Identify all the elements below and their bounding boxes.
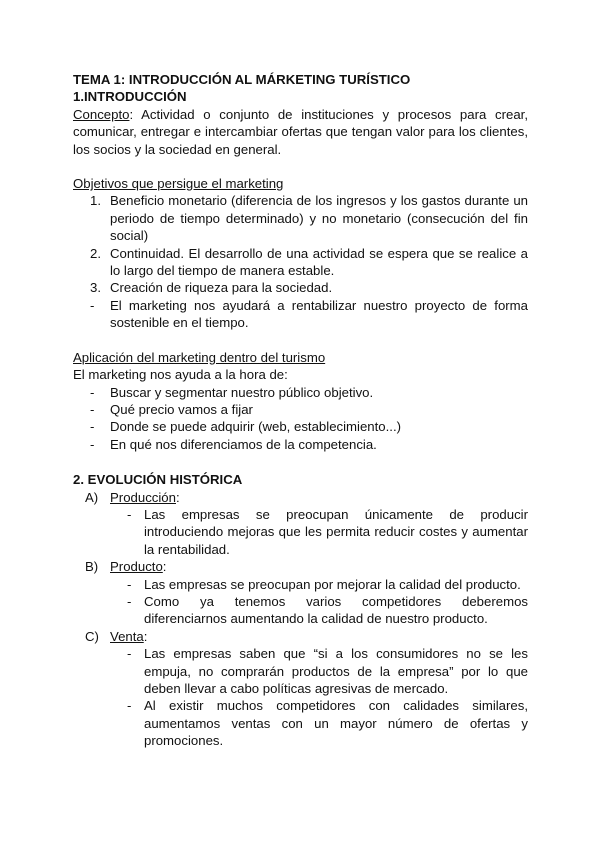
document-title: TEMA 1: INTRODUCCIÓN AL MÁRKETING TURÍSTICO bbox=[73, 72, 411, 87]
list-item-text: Las empresas se preocupan únicamente de producir introduciendo mejoras que les permita reducir costes y aumentar la rentabilidad. bbox=[144, 506, 528, 557]
list-item bbox=[73, 697, 528, 749]
list-item bbox=[73, 645, 528, 697]
list-item-text: Las empresas se preocupan por mejorar la calidad del producto. bbox=[144, 576, 521, 592]
stage-label: Producto bbox=[110, 559, 163, 575]
list-marker: 2. bbox=[90, 245, 101, 261]
concept-paragraph bbox=[73, 106, 528, 158]
stage-marker: B) bbox=[85, 559, 99, 575]
list-item-text: Al existir muchos competidores con calidades similares, aumentamos ventas con un mayor número de ofertas y promociones. bbox=[144, 698, 528, 749]
list-item bbox=[73, 384, 528, 401]
list-item-text: Beneficio monetario (diferencia de los ingresos y los gastos durante un periodo de tiempo determinado) y no monetario (consecución del fin social) bbox=[110, 193, 528, 244]
objectives-list bbox=[73, 192, 528, 331]
list-marker: - bbox=[127, 576, 132, 592]
list-item-text: Buscar y segmentar nuestro público objetivo. bbox=[110, 384, 374, 400]
document-page bbox=[73, 71, 528, 750]
application-intro: El marketing nos ayuda a la hora de: bbox=[73, 367, 288, 383]
list-marker: - bbox=[90, 436, 95, 452]
list-item bbox=[73, 192, 528, 244]
list-item bbox=[73, 576, 528, 593]
stage-heading-venta bbox=[73, 628, 528, 645]
objectives-heading: Objetivos que persigue el marketing bbox=[73, 176, 284, 192]
list-item-text: Continuidad. El desarrollo de una actividad se espera que se realice a lo largo del tiempo de manera estable. bbox=[110, 245, 528, 279]
list-marker: - bbox=[90, 297, 95, 313]
list-marker: - bbox=[90, 384, 95, 400]
list-item-text: Donde se puede adquirir (web, establecimiento...) bbox=[110, 419, 402, 435]
list-item bbox=[73, 506, 528, 558]
section2-heading: 2. EVOLUCIÓN HISTÓRICA bbox=[73, 472, 243, 488]
list-item-text: Como ya tenemos varios competidores deberemos diferenciarnos aumentando la calidad de nuestro producto. bbox=[144, 593, 528, 627]
list-marker: 1. bbox=[90, 193, 101, 209]
list-item bbox=[73, 418, 528, 435]
stage-heading-produccion bbox=[73, 489, 528, 506]
application-list bbox=[73, 384, 528, 454]
list-item bbox=[73, 593, 528, 628]
list-item-text: Las empresas saben que “si a los consumidores no se les empuja, no comprarán productos de la empresa” por lo que deben llevar a cabo políticas agresivas de mercado. bbox=[144, 646, 528, 696]
list-item bbox=[73, 436, 528, 453]
list-item bbox=[73, 279, 528, 296]
list-marker: - bbox=[90, 419, 95, 435]
list-item bbox=[73, 401, 528, 418]
list-item bbox=[73, 245, 528, 280]
list-marker: - bbox=[127, 593, 132, 609]
list-item-text: Creación de riqueza para la sociedad. bbox=[110, 280, 333, 296]
stage-suffix: : bbox=[175, 489, 180, 505]
list-marker: - bbox=[127, 698, 132, 714]
stage-marker: C) bbox=[85, 628, 99, 644]
list-marker: - bbox=[127, 506, 132, 522]
list-marker: 3. bbox=[90, 280, 101, 296]
list-item-text: Qué precio vamos a fijar bbox=[110, 401, 253, 417]
list-marker: - bbox=[90, 401, 95, 417]
stage-marker: A) bbox=[85, 489, 99, 505]
stage-suffix: : bbox=[162, 559, 167, 575]
list-marker: - bbox=[127, 646, 132, 662]
stage-heading-producto bbox=[73, 558, 528, 575]
stage-label: Venta bbox=[110, 628, 144, 644]
concept-text: : Actividad o conjunto de instituciones y procesos para crear, comunicar, entregar e intercambiar ofertas que tengan valor para los clientes, los socios y la sociedad en general. bbox=[73, 106, 528, 157]
stage-suffix: : bbox=[143, 628, 148, 644]
application-heading: Aplicación del marketing dentro del turismo bbox=[73, 349, 326, 365]
list-item-text: En qué nos diferenciamos de la competencia. bbox=[110, 436, 377, 452]
list-item bbox=[73, 297, 528, 332]
section1-heading: 1.INTRODUCCIÓN bbox=[73, 89, 187, 105]
concept-label: Concepto bbox=[73, 106, 130, 122]
list-item-text: El marketing nos ayudará a rentabilizar nuestro proyecto de forma sostenible en el tiempo. bbox=[110, 297, 528, 331]
stage-label: Producción bbox=[110, 489, 176, 505]
